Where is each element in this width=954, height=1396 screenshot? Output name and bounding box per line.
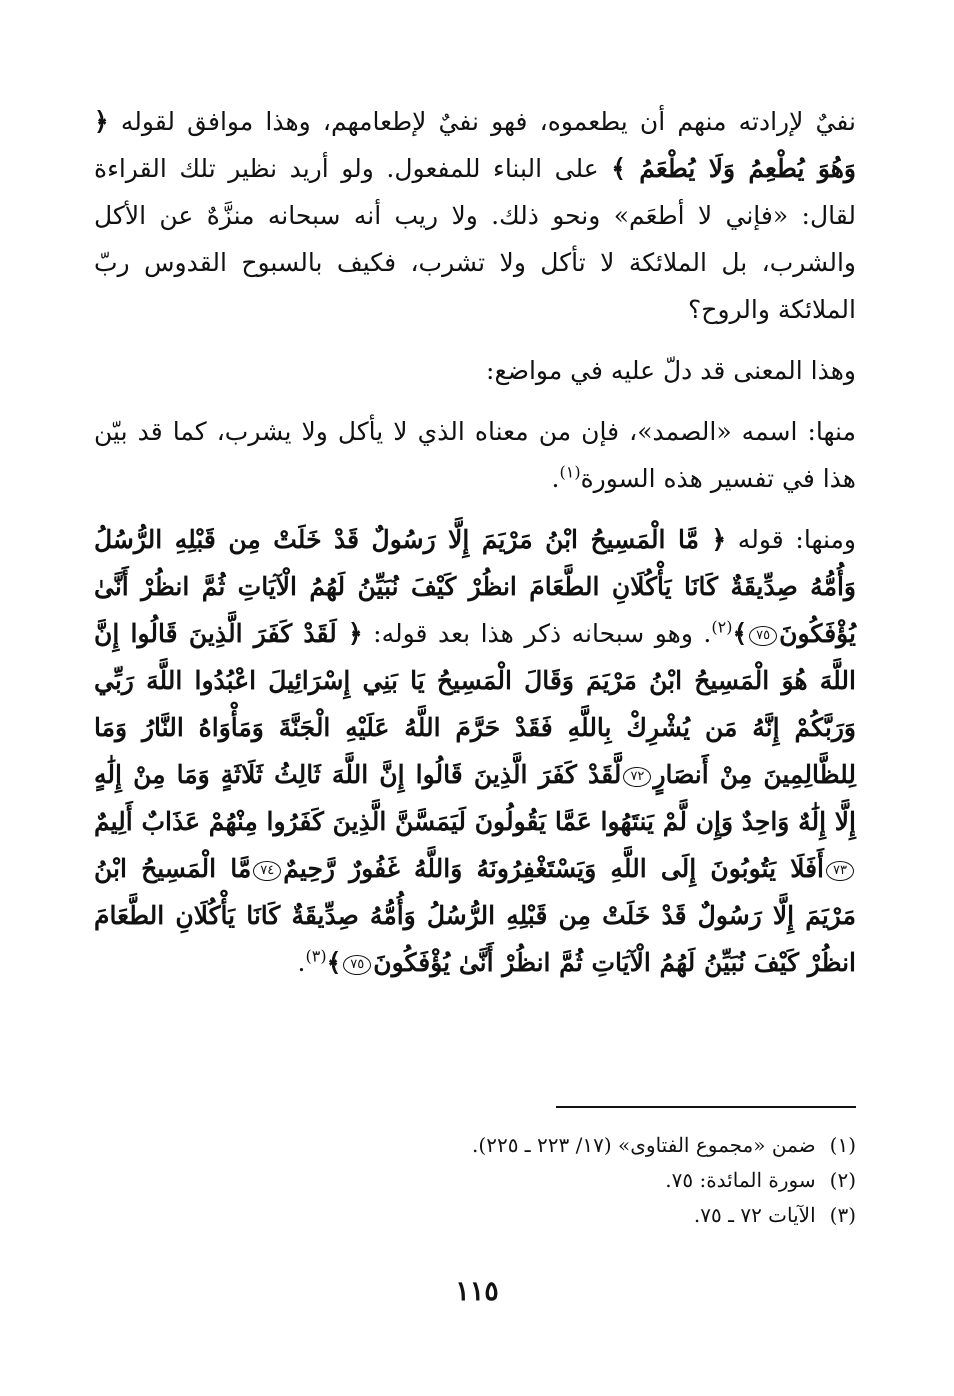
paragraph-2 — [94, 347, 856, 394]
verse-number-badge: ٧٥ — [749, 626, 777, 646]
quran-verse: ﴿ لَقَدْ كَفَرَ الَّذِينَ قَالُوا إِنَّ اللَّهَ هُوَ الْمَسِيحُ ابْنُ مَرْيَمَ وَقَالَ الْمَسِيحُ يَا بَنِي إِسْرَائِيلَ اعْبُدُوا اللَّهَ رَبِّي وَرَبَّكُمْ إِنَّهُ مَن يُشْرِكْ بِاللَّهِ فَقَدْ حَرَّمَ اللَّهُ عَلَيْهِ الْجَنَّةَ وَمَأْوَاهُ النَّارُ وَمَا لِلظَّالِمِينَ مِنْ أَنصَارٍ — [94, 619, 856, 789]
footnote-item — [156, 1128, 856, 1163]
footnote-text: الآيات ٧٢ ـ ٧٥. — [693, 1203, 816, 1227]
paragraph-text: . — [297, 948, 306, 977]
paragraph-text: . — [551, 464, 560, 493]
verse-number-badge: ٧٤ — [253, 861, 281, 881]
quran-verse: ﴿ وَهُوَ يُطْعِمُ وَلَا يُطْعَمُ ﴾ — [94, 107, 857, 183]
paragraph-text: وهذا المعنى قد دلّ عليه في مواضع: — [486, 356, 856, 385]
paragraph-text: نفيٌ لإرادته منهم أن يطعموه، فهو نفيٌ لإطعامهم، وهذا موافق لقوله — [108, 107, 856, 136]
main-text — [94, 98, 856, 1000]
paragraph-text: ومنها: قوله — [726, 525, 856, 554]
footnote-reference[interactable]: (٢) — [711, 617, 733, 637]
quran-verse: أَفَلَا يَتُوبُونَ إِلَى اللَّهِ وَيَسْتَغْفِرُونَهُ وَاللَّهُ غَفُورٌ رَّحِيمٌ — [283, 854, 825, 883]
footnote-text: ضمن «مجموع الفتاوى» (١٧/ ٢٢٣ ـ ٢٢٥). — [472, 1133, 816, 1157]
footnote-reference[interactable]: (١) — [559, 462, 581, 482]
footnote-item — [156, 1163, 856, 1198]
quran-verse: لَّقَدْ كَفَرَ الَّذِينَ قَالُوا إِنَّ اللَّهَ ثَالِثُ ثَلَاثَةٍ وَمَا مِنْ إِلَٰهٍ إِلَّا إِلَٰهٌ وَاحِدٌ وَإِن لَّمْ يَنتَهُوا عَمَّا يَقُولُونَ لَيَمَسَّنَّ الَّذِينَ كَفَرُوا مِنْهُمْ عَذَابٌ أَلِيمٌ — [94, 760, 856, 836]
paragraph-text: . وهو سبحانه ذكر هذا بعد قوله: — [362, 619, 712, 648]
footnote-reference[interactable]: (٣) — [305, 946, 327, 966]
footnote-number: (٢) — [829, 1168, 856, 1192]
verse-number-badge: ٧٥ — [343, 955, 371, 975]
paragraph-text: منها: اسمه «الصمد»، فإن من معناه الذي لا يأكل ولا يشرب، كما قد بيّن هذا في تفسير هذه السورة — [94, 417, 856, 493]
footnote-number: (١) — [829, 1133, 856, 1157]
quran-bracket: ﴾ — [326, 948, 342, 977]
quran-verse: مَّا الْمَسِيحُ ابْنُ مَرْيَمَ إِلَّا رَسُولٌ قَدْ خَلَتْ مِن قَبْلِهِ الرُّسُلُ وَأُمُّهُ صِدِّيقَةٌ كَانَا يَأْكُلَانِ الطَّعَامَ انظُرْ كَيْفَ نُبَيِّنُ لَهُمُ الْآيَاتِ ثُمَّ انظُرْ أَنَّىٰ يُؤْفَكُونَ — [94, 854, 856, 977]
verse-number-badge: ٧٢ — [623, 767, 651, 787]
quran-verse: ﴿ مَّا الْمَسِيحُ ابْنُ مَرْيَمَ إِلَّا رَسُولٌ قَدْ خَلَتْ مِن قَبْلِهِ الرُّسُلُ وَأُمُّهُ صِدِّيقَةٌ كَانَا يَأْكُلَانِ الطَّعَامَ انظُرْ كَيْفَ نُبَيِّنُ لَهُمُ الْآيَاتِ ثُمَّ انظُرْ أَنَّىٰ يُؤْفَكُونَ — [94, 525, 857, 648]
footnote-divider — [556, 1106, 856, 1108]
footnotes — [156, 1128, 856, 1233]
paragraph-3 — [94, 408, 856, 502]
paragraph-1 — [94, 98, 856, 333]
paragraph-4 — [94, 516, 856, 986]
footnote-number: (٣) — [829, 1203, 856, 1227]
footnote-item — [156, 1198, 856, 1233]
quran-bracket: ﴾ — [732, 619, 748, 648]
verse-number-badge: ٧٣ — [826, 861, 854, 881]
footnote-text: سورة المائدة: ٧٥. — [665, 1168, 816, 1192]
page-number: ١١٥ — [455, 1276, 499, 1307]
paragraph-text: على البناء للمفعول. ولو أريد نظير تلك القراءة لقال: «فإني لا أطعَم» ونحو ذلك. ولا ريب أنه سبحانه منزَّهٌ عن الأكل والشرب، بل الملائكة لا تأكل ولا تشرب، فكيف بالسبوح القدوس ربّ الملائكة والروح؟ — [94, 154, 856, 324]
